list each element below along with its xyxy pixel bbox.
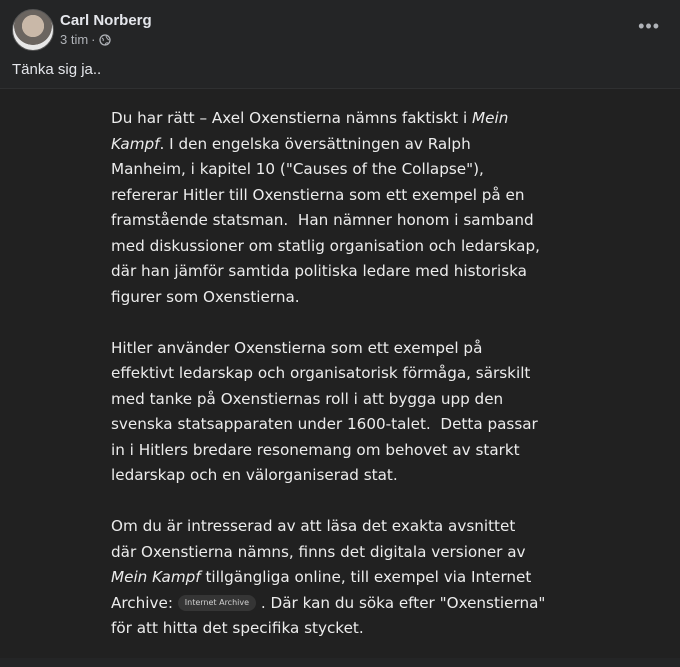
text-segment: Du har rätt – Axel Oxenstierna nämns faktiskt i <box>111 109 473 127</box>
text-segment: där Oxenstierna nämns, finns det digitala versioner av <box>111 542 526 561</box>
text-segment: refererar Hitler till Oxenstierna som ett exempel på en <box>111 185 525 204</box>
text-line <box>111 616 545 642</box>
text-line <box>111 361 545 387</box>
text-segment: svenska statsapparaten under 1600-talet. Detta passar <box>111 415 538 433</box>
text-line <box>111 285 545 311</box>
post-image[interactable] <box>0 88 680 658</box>
text-segment: framstående statsman. Han nämner honom i samband <box>111 211 534 229</box>
text-line <box>111 157 545 183</box>
author-name[interactable]: Carl Norberg <box>60 12 152 29</box>
paragraph-p1 <box>111 106 545 310</box>
post-meta <box>60 32 111 47</box>
more-options-button[interactable]: ••• <box>638 16 660 36</box>
text-segment: Om du är intresserad av att läsa det exakta avsnittet <box>111 517 516 535</box>
post-caption: Tänka sig ja.. <box>12 61 102 78</box>
text-segment: figurer som Oxenstierna. <box>111 287 300 306</box>
text-segment: med tanke på Oxenstiernas roll i att bygga upp den <box>111 389 504 408</box>
text-line <box>111 336 545 362</box>
text-segment: Hitler använder Oxenstierna som ett exempel på <box>111 338 483 357</box>
text-segment: Mein Kampf <box>111 568 201 586</box>
paragraph-p2 <box>111 336 545 489</box>
text-line <box>111 463 545 489</box>
text-line <box>111 106 545 132</box>
text-segment: . Där kan du söka efter "Oxenstierna" <box>256 593 546 612</box>
text-segment: tillgängliga online, till exempel via Internet <box>200 568 532 586</box>
text-segment: Archive: <box>111 593 178 612</box>
text-line <box>111 540 545 566</box>
text-line <box>111 565 545 591</box>
text-line <box>111 591 545 617</box>
text-line <box>111 387 545 413</box>
post-time[interactable]: 3 tim <box>60 32 89 47</box>
screenshot-text <box>111 106 545 667</box>
text-segment: för att hitta det specifika stycket. <box>111 619 364 637</box>
text-line <box>111 132 545 158</box>
text-segment: Kampf <box>111 134 160 153</box>
text-line <box>111 438 545 464</box>
text-segment: ledarskap och en välorganiserad stat. <box>111 466 398 484</box>
text-segment: där han jämför samtida politiska ledare med historiska <box>111 262 527 280</box>
globe-icon <box>99 34 111 46</box>
author-avatar[interactable] <box>12 9 54 51</box>
text-line <box>111 183 545 209</box>
text-segment: effektivt ledarskap och organisatorisk förmåga, särskilt <box>111 364 531 382</box>
text-segment: Mein <box>472 109 509 127</box>
text-line <box>111 412 545 438</box>
text-line <box>111 259 545 285</box>
text-line <box>111 208 545 234</box>
text-segment: Manheim, i kapitel 10 ("Causes of the Collapse"), <box>111 160 484 178</box>
meta-separator: · <box>91 32 96 47</box>
text-segment: med diskussioner om statlig organisation och ledarskap, <box>111 236 540 255</box>
text-segment: in i Hitlers bredare resonemang om behovet av starkt <box>111 440 520 459</box>
internet-archive-link-chip[interactable]: Internet Archive <box>178 595 256 611</box>
text-line <box>111 514 545 540</box>
paragraph-p3 <box>111 514 545 642</box>
text-line <box>111 234 545 260</box>
text-segment: . I den engelska översättningen av Ralph <box>159 134 471 153</box>
